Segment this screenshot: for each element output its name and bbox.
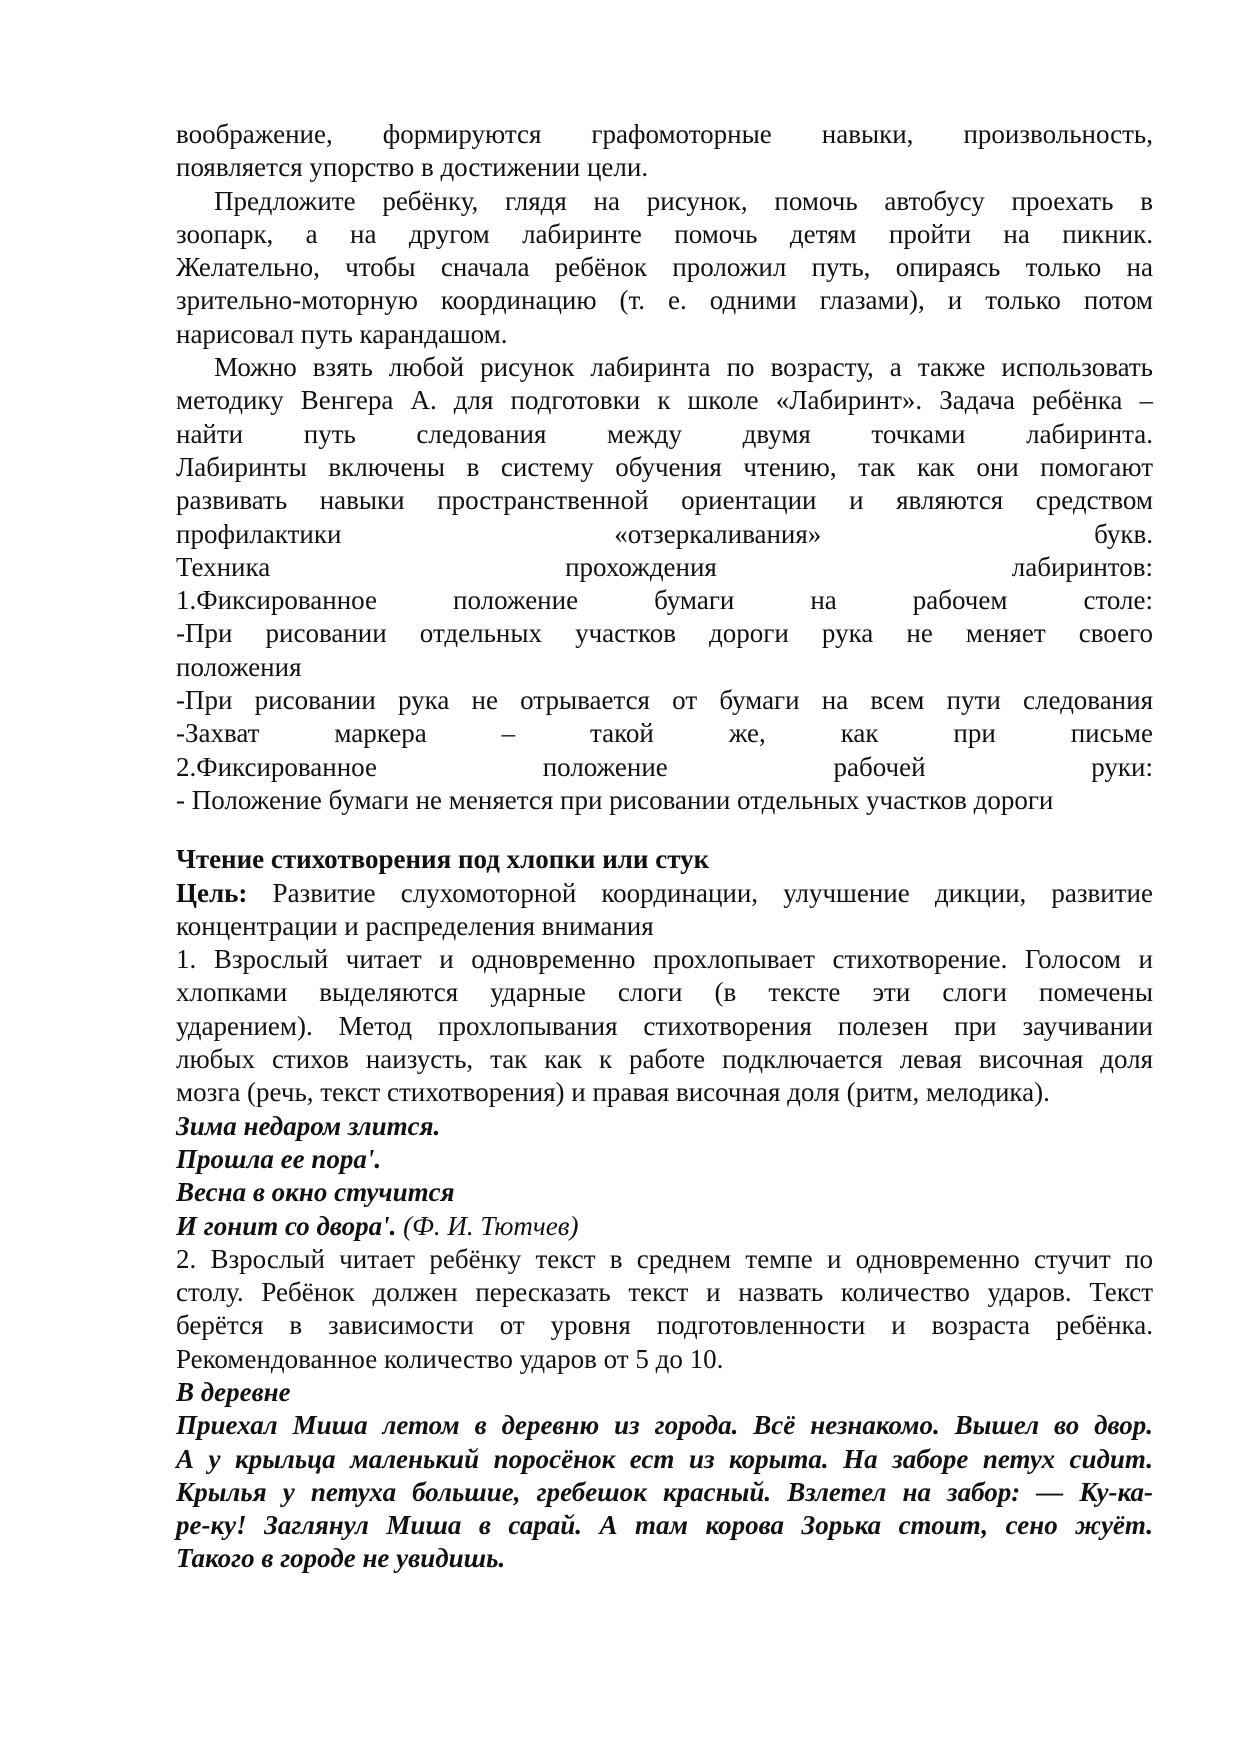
- text-line: появляется упорство в достижении цели.: [176, 152, 649, 183]
- poem-line: Прошла ее пора'.: [176, 1143, 382, 1174]
- text-line: методику Венгера А. для подготовки к школе «Лабиринт». Задача ребёнка –: [176, 385, 1153, 416]
- poem-last-line: И гонит со двора'.: [176, 1210, 397, 1241]
- text-line: 1. Взрослый читает и одновременно прохлопывает стихотворение. Голосом и: [176, 944, 1153, 975]
- text-line: Предложите ребёнку, глядя на рисунок, помочь автобусу проехать в: [214, 185, 1153, 216]
- text-line: нарисовал путь карандашом.: [176, 318, 508, 349]
- text-line: развивать навыки пространственной ориентации и являются средством: [176, 485, 1153, 516]
- text-line: зоопарк, а на другом лабиринте помочь детям пройти на пикник.: [176, 218, 1153, 249]
- text-line: 2.Фиксированное положение рабочей руки:: [176, 751, 1153, 782]
- text-line: зрительно-моторную координацию (т. е. одними глазами), и только потом: [176, 285, 1153, 316]
- story-title: В деревне: [176, 1376, 291, 1407]
- poem-line: Весна в окно стучится: [176, 1177, 455, 1208]
- story-line: А у крыльца маленький поросёнок ест из корыта. На заборе петух сидит.: [176, 1443, 1153, 1474]
- text-line: найти путь следования между двумя точками лабиринта.: [176, 418, 1153, 449]
- text-line: концентрации и распределения внимания: [176, 910, 654, 941]
- text-line: Можно взять любой рисунок лабиринта по возрасту, а также использовать: [214, 352, 1153, 383]
- text-line: столу. Ребёнок должен пересказать текст и назвать количество ударов. Текст: [176, 1277, 1153, 1308]
- goal-line: [176, 877, 1153, 910]
- section-heading: Чтение стихотворения под хлопки или стук: [176, 844, 710, 875]
- poem-line: Зима недаром злится.: [176, 1110, 441, 1141]
- text-line: положения: [176, 651, 302, 682]
- poem-line: [176, 1210, 1153, 1243]
- text-line: - Положение бумаги не меняется при рисовании отдельных участков дороги: [176, 784, 1054, 815]
- goal-label: Цель:: [176, 877, 248, 908]
- text-line: -Захват маркера – такой же, как при письме: [176, 718, 1153, 749]
- text-line: -При рисовании отдельных участков дороги рука не меняет своего: [176, 618, 1153, 649]
- text-line: профилактики «отзеркаливания» букв.: [176, 518, 1153, 549]
- paragraph-gap: [176, 817, 1153, 843]
- goal-text: Развитие слухомоторной координации, улучшение дикции, развитие: [247, 877, 1153, 908]
- text-line: хлопками выделяются ударные слоги (в тексте эти слоги помечены: [176, 977, 1153, 1008]
- text-line: Рекомендованное количество ударов от 5 до 10.: [176, 1343, 724, 1374]
- text-line: 1.Фиксированное положение бумаги на рабочем столе:: [176, 585, 1153, 616]
- document-page: [176, 118, 1153, 1576]
- text-line: -При рисовании рука не отрывается от бумаги на всем пути следования: [176, 685, 1153, 716]
- story-line: Крылья у петуха большие, гребешок красный. Взлетел на забор: — Ку-ка-: [176, 1476, 1153, 1507]
- text-line: воображение, формируются графомоторные навыки, произвольность,: [176, 119, 1153, 149]
- text-line: Желательно, чтобы сначала ребёнок проложил путь, опираясь только на: [176, 252, 1153, 283]
- text-line: Лабиринты включены в систему обучения чтению, так как они помогают: [176, 451, 1153, 482]
- text-line: берётся в зависимости от уровня подготовленности и возраста ребёнка.: [176, 1310, 1153, 1341]
- text-line: любых стихов наизусть, так как к работе подключается левая височная доля: [176, 1044, 1153, 1075]
- story-line: ре-ку! Заглянул Миша в сарай. А там корова Зорька стоит, сено жуёт.: [176, 1510, 1153, 1541]
- text-line: ударением). Метод прохлопывания стихотворения полезен при заучивании: [176, 1010, 1153, 1041]
- text-line: 2. Взрослый читает ребёнку текст в среднем темпе и одновременно стучит по: [176, 1243, 1153, 1274]
- story-line: Такого в городе не увидишь.: [176, 1543, 506, 1574]
- text-line: мозга (речь, текст стихотворения) и правая височная доля (ритм, мелодика).: [176, 1077, 1050, 1108]
- story-line: Приехал Миша летом в деревню из города. Всё незнакомо. Вышел во двор.: [176, 1410, 1153, 1441]
- text-line: Техника прохождения лабиринтов:: [176, 551, 1153, 582]
- poem-author: (Ф. И. Тютчев): [396, 1210, 579, 1241]
